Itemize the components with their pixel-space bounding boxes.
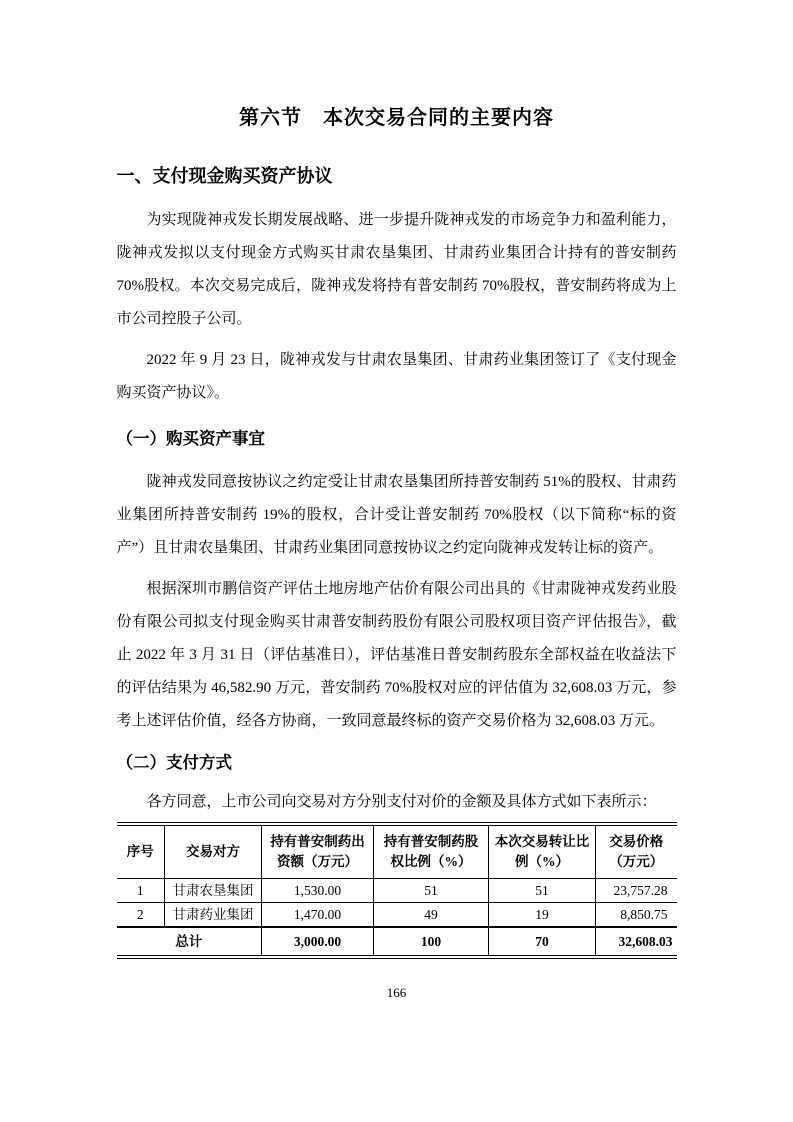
paragraph-table-intro: 各方同意，上市公司向交易对方分别支付对价的金额及具体方式如下表所示： [146, 794, 657, 810]
cell-total-price: 32,608.03 [596, 927, 677, 957]
cell-price: 23,757.28 [596, 879, 677, 903]
col-header-capital: 持有普安制药出资额（万元） [262, 824, 374, 879]
paragraph-transfer-terms: 陇神戎发同意按协议之约定受让甘肃农垦集团所持普安制药 51%的股权、甘肃药业集团所持普安制药 19%的股权，合计受让普安制药 70%股权（以下简称“标的资产”）且甘肃农垦集团、甘肃药业集团同意按协议之约定向陇神戎发转让标的资产。 [116, 474, 677, 556]
cell-equity-pct: 49 [374, 903, 489, 928]
cell-price: 8,850.75 [596, 903, 677, 928]
col-header-transfer-pct: 本次交易转让比例（%） [489, 824, 596, 879]
cell-index: 1 [117, 879, 165, 903]
col-header-counterparty: 交易对方 [165, 824, 262, 879]
cell-total-capital: 3,000.00 [262, 927, 374, 957]
cell-transfer-pct: 19 [489, 903, 596, 928]
table-row [117, 879, 677, 903]
paragraph-signing-date: 2022 年 9 月 23 日，陇神戎发与甘肃农垦集团、甘肃药业集团签订了《支付现金购买资产协议》。 [116, 352, 677, 401]
cell-index: 2 [117, 903, 165, 928]
col-header-price: 交易价格（万元） [596, 824, 677, 879]
cell-equity-pct: 51 [374, 879, 489, 903]
page-number: 166 [386, 985, 407, 1000]
table-header-row [117, 824, 677, 879]
cell-counterparty: 甘肃农垦集团 [165, 879, 262, 903]
table-row [117, 903, 677, 928]
section-heading-payment-agreement: 一、支付现金购买资产协议 [116, 166, 333, 186]
cell-total-transfer-pct: 70 [489, 927, 596, 957]
cell-total-equity-pct: 100 [374, 927, 489, 957]
cell-total-label: 总计 [117, 927, 262, 957]
subsection-heading-payment-method: （二）支付方式 [116, 754, 232, 772]
cell-transfer-pct: 51 [489, 879, 596, 903]
table-total-row [117, 927, 677, 957]
chapter-title: 第六节 本次交易合同的主要内容 [239, 107, 554, 129]
cell-counterparty: 甘肃药业集团 [165, 903, 262, 928]
paragraph-valuation: 根据深圳市鹏信资产评估土地房地产估价有限公司出具的《甘肃陇神戎发药业股份有限公司拟支付现金购买甘肃普安制药股份有限公司股权项目资产评估报告》，截止 2022 年 3 月 31 日（评估基准日），评估基准日普安制药股东全部权益在收益法下的评估结果为 46,582.90 万元，普安制药 70%股权对应的评估值为 32,608.03 万元，参考上述评估价值，经各方协商，一致同意最终标的资产交易价格为 32,608.03 万元。 [116, 581, 677, 729]
cell-capital: 1,470.00 [262, 903, 374, 928]
subsection-heading-asset-purchase: （一）购买资产事宜 [116, 430, 265, 448]
payment-table [117, 822, 677, 959]
col-header-equity-pct: 持有普安制药股权比例（%） [374, 824, 489, 879]
document-page [117, 0, 677, 1001]
col-header-index: 序号 [117, 824, 165, 879]
paragraph-strategy: 为实现陇神戎发长期发展战略、进一步提升陇神戎发的市场竞争力和盈利能力，陇神戎发拟以支付现金方式购买甘肃农垦集团、甘肃药业集团合计持有的普安制药 70%股权。本次交易完成后，陇神戎发将持有普安制药 70%股权，普安制药将成为上市公司控股子公司。 [116, 212, 677, 327]
cell-capital: 1,530.00 [262, 879, 374, 903]
